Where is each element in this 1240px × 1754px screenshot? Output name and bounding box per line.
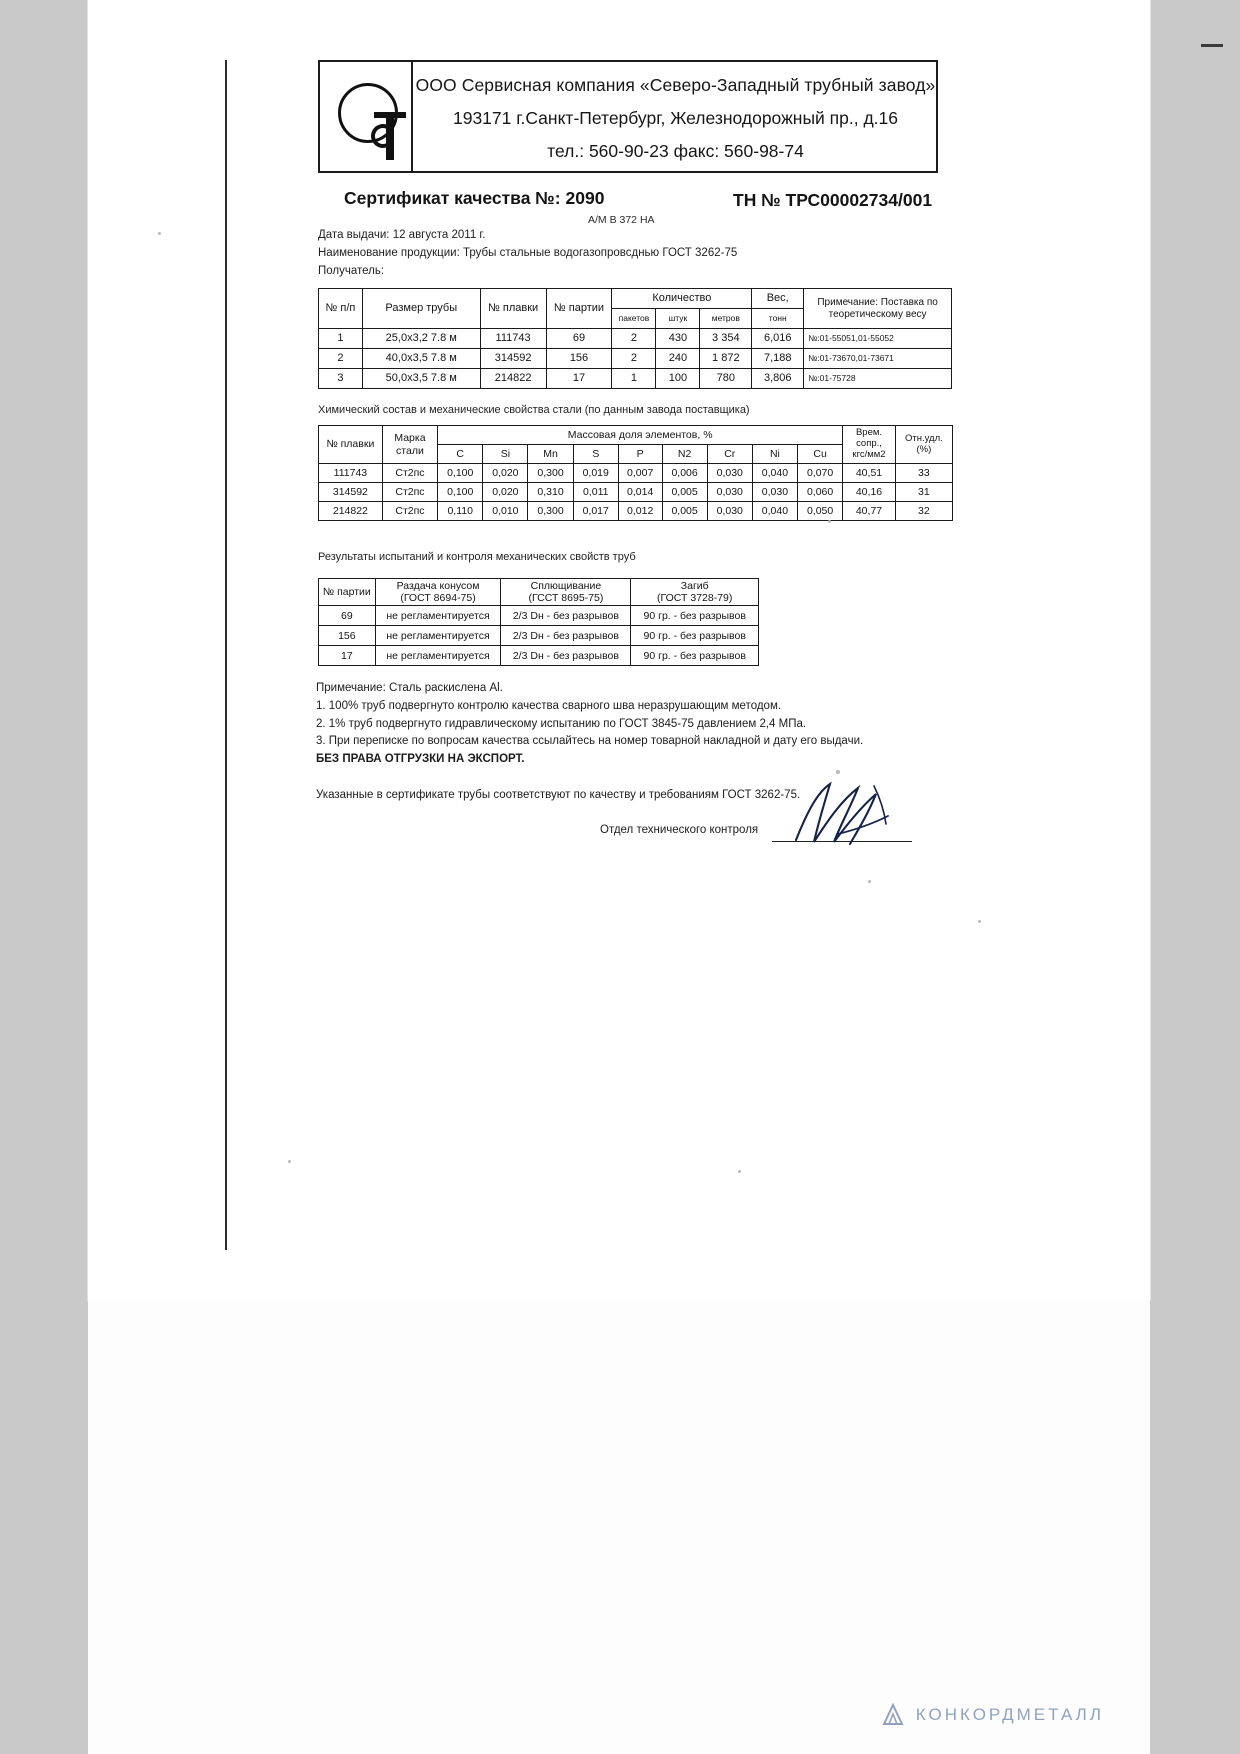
cell-si: 0,010 (483, 502, 528, 521)
th-el-mn: Mn (528, 445, 573, 464)
conformity-statement: Указанные в сертификате трубы соответствуют по качеству и требованиям ГОСТ 3262-75. (316, 789, 801, 801)
cell-pcs: 240 (656, 349, 700, 369)
cell-s: 0,017 (573, 502, 618, 521)
cell-cu: 0,060 (798, 483, 843, 502)
scan-speck (828, 520, 831, 523)
cell-bend: 90 гр. - без разрывов (631, 626, 759, 646)
th-el-s: S (573, 445, 618, 464)
table-row (319, 646, 759, 666)
table-header-row (319, 289, 952, 309)
cell-size: 25,0х3,2 7.8 м (362, 329, 480, 349)
cell-packs: 2 (612, 329, 656, 349)
logo-cell (320, 62, 413, 171)
cell-cu: 0,050 (798, 502, 843, 521)
cell-note: №:01-73670,01-73671 (804, 349, 952, 369)
th-heat: № плавки (480, 289, 546, 329)
cell-strength: 40,77 (843, 502, 896, 521)
table-row (319, 626, 759, 646)
cell-meters: 780 (700, 369, 752, 389)
notes-block (316, 680, 956, 769)
vehicle-number: А/М В 372 НА (588, 214, 655, 226)
waybill-number: ТН № ТРС00002734/001 (733, 190, 933, 210)
th-el-ni: Ni (752, 445, 797, 464)
th-el-cr: Cr (707, 445, 752, 464)
th-weight-unit: тонн (752, 309, 804, 329)
cell-no: 1 (319, 329, 363, 349)
cell-note: №:01-75728 (804, 369, 952, 389)
cell-lot: 156 (546, 349, 612, 369)
cell-n2: 0,006 (662, 464, 707, 483)
cell-elongation: 33 (895, 464, 952, 483)
cell-p: 0,012 (618, 502, 662, 521)
cell-mn: 0,310 (528, 483, 573, 502)
products-table (318, 288, 952, 389)
th-mass-fraction: Массовая доля элементов, % (438, 426, 843, 445)
watermark (880, 1702, 1104, 1728)
scan-speck (738, 1170, 741, 1173)
company-name: ООО Сервисная компания «Северо-Западный трубный завод» (415, 75, 936, 95)
cell-strength: 40,16 (843, 483, 896, 502)
th-qty: Количество (612, 289, 752, 309)
cell-elongation: 31 (895, 483, 952, 502)
cell-grade: Ст2пс (382, 483, 437, 502)
cell-note: №:01-55051,01-55052 (804, 329, 952, 349)
cell-flattening: 2/3 Dн - без разрывов (501, 626, 631, 646)
cell-lot: 69 (319, 606, 376, 626)
cell-c: 0,100 (438, 483, 483, 502)
cell-weight: 6,016 (752, 329, 804, 349)
th-meters: метров (700, 309, 752, 329)
scan-speck (836, 770, 840, 774)
cell-elongation: 32 (895, 502, 952, 521)
cell-cr: 0,030 (707, 502, 752, 521)
th-grade-l1: Марка (394, 432, 426, 445)
szt-logo-icon (338, 83, 398, 143)
issue-date: Дата выдачи: 12 августа 2011 г. (318, 229, 486, 241)
cell-no: 2 (319, 349, 363, 369)
page-title: Сертификат качества №: 2090 (344, 188, 605, 208)
th-cone: Раздача конусом (ГОСТ 8694-75) (375, 579, 501, 606)
cell-heat: 314592 (319, 483, 383, 502)
cell-s: 0,019 (573, 464, 618, 483)
cell-bend: 90 гр. - без разрывов (631, 646, 759, 666)
th-no: № п/п (319, 289, 363, 329)
cell-cr: 0,030 (707, 483, 752, 502)
cell-heat: 111743 (319, 464, 383, 483)
table-row (319, 606, 759, 626)
cell-flattening: 2/3 Dн - без разрывов (501, 606, 631, 626)
cell-strength: 40,51 (843, 464, 896, 483)
cell-ni: 0,040 (752, 502, 797, 521)
cell-packs: 1 (612, 369, 656, 389)
cell-mn: 0,300 (528, 464, 573, 483)
th-bend: Загиб (ГОСТ 3728-79) (631, 579, 759, 606)
cell-p: 0,014 (618, 483, 662, 502)
cell-cone: не регламентируется (375, 646, 501, 666)
letterhead-text (415, 62, 936, 171)
th-grade (382, 426, 437, 464)
cell-grade: Ст2пс (382, 464, 437, 483)
mech-caption: Результаты испытаний и контроля механических свойств труб (318, 551, 636, 563)
cell-cone: не регламентируется (375, 606, 501, 626)
scan-speck (288, 1160, 291, 1163)
company-address: 193171 г.Санкт-Петербург, Железнодорожный пр., д.16 (452, 108, 899, 128)
note-no-export: БЕЗ ПРАВА ОТГРУЗКИ НА ЭКСПОРТ. (316, 753, 525, 766)
th-flattening: Сплющивание (ГССТ 8695-75) (501, 579, 631, 606)
th-lot: № партии (546, 289, 612, 329)
th-note-l1: Примечание: Поставка по (817, 297, 938, 308)
th-note-l2: теоретическому весу (828, 308, 927, 320)
th-note (804, 289, 952, 329)
product-name: Наименование продукции: Трубы стальные водогазопровсднью ГОСТ 3262-75 (318, 247, 738, 259)
page-footer-area (88, 1300, 1150, 1754)
cell-ni: 0,040 (752, 464, 797, 483)
cell-pcs: 430 (656, 329, 700, 349)
cell-meters: 3 354 (700, 329, 752, 349)
cell-cone: не регламентируется (375, 626, 501, 646)
qc-department-label: Отдел технического контроля (600, 824, 759, 836)
th-el-n2: N2 (662, 445, 707, 464)
cell-lot: 17 (546, 369, 612, 389)
table-row (319, 483, 953, 502)
receiver-label: Получатель: (318, 265, 385, 277)
th-pcs: штук (656, 309, 700, 329)
note-1: 1. 100% труб подвергнуто контролю качества сварного шва неразрушающим методом. (316, 699, 782, 712)
th-elongation: Отн.удл. (%) (895, 426, 952, 464)
konkordmetall-logo-icon (880, 1702, 906, 1728)
cell-packs: 2 (612, 349, 656, 369)
th-size: Размер трубы (362, 289, 480, 329)
cell-heat: 111743 (480, 329, 546, 349)
th-heat: № плавки (319, 426, 383, 464)
company-phone: тел.: 560-90-23 факс: 560-98-74 (547, 141, 804, 161)
cell-cr: 0,030 (707, 464, 752, 483)
scan-speck (158, 232, 161, 235)
cell-mn: 0,300 (528, 502, 573, 521)
table-row (319, 349, 952, 369)
cell-c: 0,110 (438, 502, 483, 521)
cell-size: 50,0х3,5 7.8 м (362, 369, 480, 389)
th-strength: Врем. сопр., кгс/мм2 (843, 426, 896, 464)
cell-flattening: 2/3 Dн - без разрывов (501, 646, 631, 666)
th-packs: пакетов (612, 309, 656, 329)
th-grade-l2: стали (396, 444, 424, 457)
th-el-si: Si (483, 445, 528, 464)
scan-artifact-mark (1201, 44, 1223, 47)
margin-rule (225, 60, 227, 1250)
cell-size: 40,0х3,5 7.8 м (362, 349, 480, 369)
cell-no: 3 (319, 369, 363, 389)
cell-meters: 1 872 (700, 349, 752, 369)
cell-c: 0,100 (438, 464, 483, 483)
cell-n2: 0,005 (662, 502, 707, 521)
th-el-cu: Cu (798, 445, 843, 464)
chem-caption: Химический состав и механические свойства стали (по данным завода поставщика) (318, 404, 750, 416)
note-3: 3. При переписке по вопросам качества ссылайтесь на номер товарной накладной и дату его выдачи. (316, 735, 864, 748)
cell-lot: 156 (319, 626, 376, 646)
cell-bend: 90 гр. - без разрывов (631, 606, 759, 626)
table-row (319, 369, 952, 389)
cell-weight: 7,188 (752, 349, 804, 369)
note-2: 2. 1% труб подвергнуто гидравлическому испытанию по ГОСТ 3845-75 давлением 2,4 МПа. (316, 717, 807, 730)
th-el-c: C (438, 445, 483, 464)
cell-si: 0,020 (483, 483, 528, 502)
scan-speck (978, 920, 981, 923)
table-row (319, 502, 953, 521)
cell-si: 0,020 (483, 464, 528, 483)
scan-speck (868, 880, 871, 883)
letterhead-box (318, 60, 938, 173)
cell-heat: 214822 (480, 369, 546, 389)
table-header-row (319, 579, 759, 606)
cell-s: 0,011 (573, 483, 618, 502)
cell-lot: 17 (319, 646, 376, 666)
table-row (319, 329, 952, 349)
th-weight: Вес, (752, 289, 804, 309)
table-row (319, 464, 953, 483)
document-page (88, 0, 1150, 1300)
mechanical-tests-table (318, 578, 759, 666)
cell-p: 0,007 (618, 464, 662, 483)
cell-ni: 0,030 (752, 483, 797, 502)
cell-pcs: 100 (656, 369, 700, 389)
cell-weight: 3,806 (752, 369, 804, 389)
chemical-composition-table (318, 425, 953, 521)
cell-heat: 214822 (319, 502, 383, 521)
note-0: Примечание: Сталь раскислена Al. (316, 682, 503, 694)
table-header-row (319, 426, 953, 445)
cell-heat: 314592 (480, 349, 546, 369)
cell-cu: 0,070 (798, 464, 843, 483)
watermark-text: КОНКОРДМЕТАЛЛ (915, 1705, 1104, 1724)
cell-n2: 0,005 (662, 483, 707, 502)
signature-icon (788, 780, 908, 850)
th-el-p: P (618, 445, 662, 464)
cell-lot: 69 (546, 329, 612, 349)
th-lot: № партии (319, 579, 376, 606)
cell-grade: Ст2пс (382, 502, 437, 521)
